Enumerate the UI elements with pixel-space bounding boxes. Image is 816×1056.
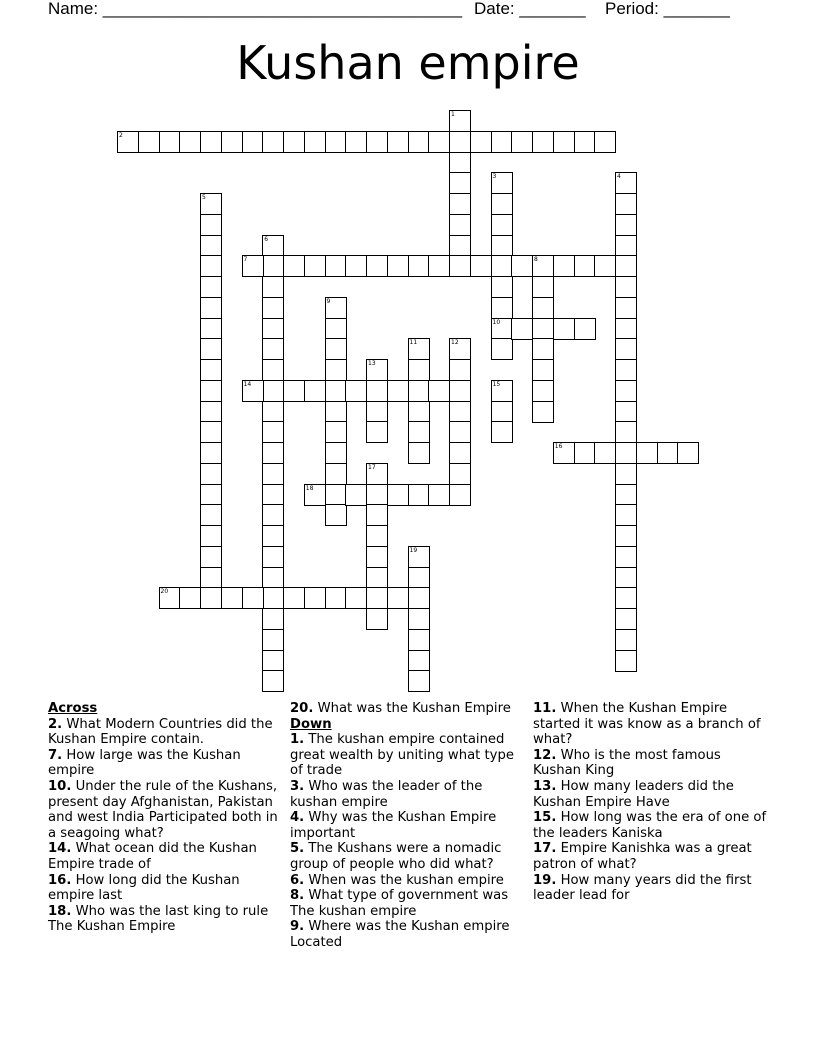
crossword-cell[interactable] <box>366 504 388 526</box>
clue-number: 10 <box>492 318 501 326</box>
clue-number: 9 <box>326 297 331 305</box>
crossword-cell[interactable] <box>262 670 284 692</box>
clue-num: 20. <box>290 701 314 716</box>
clue-item <box>290 701 524 717</box>
crossword-cell[interactable] <box>366 359 388 381</box>
clue-item <box>48 748 280 779</box>
crossword-cell[interactable] <box>304 587 326 609</box>
crossword-cell[interactable] <box>304 484 326 506</box>
clues-column-3 <box>533 701 769 904</box>
crossword-cell[interactable] <box>200 463 222 485</box>
crossword-cell[interactable] <box>200 421 222 443</box>
crossword-cell[interactable] <box>345 255 367 277</box>
crossword-cell[interactable] <box>200 567 222 589</box>
crossword-cell[interactable] <box>408 442 430 464</box>
crossword-cell[interactable] <box>325 587 347 609</box>
crossword-cell[interactable] <box>366 255 388 277</box>
crossword-cell[interactable] <box>262 567 284 589</box>
crossword-cell[interactable] <box>615 172 637 194</box>
crossword-cell[interactable] <box>242 131 264 153</box>
crossword-cell[interactable] <box>491 318 513 340</box>
clue-number: 8 <box>534 256 538 264</box>
crossword-cell[interactable] <box>262 276 284 298</box>
clue-num: 11. <box>533 701 557 716</box>
crossword-cell[interactable] <box>615 587 637 609</box>
crossword-cell[interactable] <box>594 131 616 153</box>
crossword-cell[interactable] <box>428 380 450 402</box>
crossword-cell[interactable] <box>283 255 305 277</box>
crossword-cell[interactable] <box>200 401 222 423</box>
clue-num: 1. <box>290 732 305 748</box>
clue-item <box>533 779 769 810</box>
crossword-cell[interactable] <box>491 255 513 277</box>
clue-item <box>48 779 280 841</box>
clue-num: 8. <box>290 888 305 904</box>
crossword-cell[interactable] <box>366 587 388 609</box>
crossword-cell[interactable] <box>387 131 409 153</box>
crossword-cell[interactable] <box>615 235 637 257</box>
crossword-cell[interactable] <box>449 401 471 423</box>
crossword-cell[interactable] <box>615 359 637 381</box>
crossword-cell[interactable] <box>449 463 471 485</box>
crossword-cell[interactable] <box>449 442 471 464</box>
crossword-cell[interactable] <box>200 546 222 568</box>
crossword-cell[interactable] <box>200 504 222 526</box>
crossword-cell[interactable] <box>615 297 637 319</box>
crossword-cell[interactable] <box>449 338 471 360</box>
across-heading: Across <box>48 701 98 716</box>
crossword-cell[interactable] <box>615 567 637 589</box>
crossword-cell[interactable] <box>408 587 430 609</box>
crossword-cell[interactable] <box>408 608 430 630</box>
crossword-cell[interactable] <box>200 131 222 153</box>
crossword-cell[interactable] <box>159 131 181 153</box>
crossword-cell[interactable] <box>325 421 347 443</box>
crossword-cell[interactable] <box>615 650 637 672</box>
crossword-cell[interactable] <box>200 255 222 277</box>
crossword-cell[interactable] <box>366 484 388 506</box>
clue-number: 17 <box>368 463 376 471</box>
crossword-cell[interactable] <box>262 608 284 630</box>
crossword-cell[interactable] <box>615 214 637 236</box>
clue-num: 7. <box>48 747 63 763</box>
clue-text: When the Kushan Empire started it was know as a branch of what? <box>533 701 761 748</box>
clue-text: Who was the leader of the kushan empire <box>290 778 483 810</box>
clue-number: 14 <box>243 380 252 388</box>
crossword-cell[interactable] <box>325 484 347 506</box>
crossword-cell[interactable] <box>449 172 471 194</box>
crossword-cell[interactable] <box>491 297 513 319</box>
clue-number: 4 <box>617 173 621 181</box>
crossword-cell[interactable] <box>615 608 637 630</box>
crossword-cell[interactable] <box>200 380 222 402</box>
clue-text: Who was the last king to rule The Kushan Empire <box>48 903 269 935</box>
clue-num: 18. <box>48 903 72 919</box>
crossword-cell[interactable] <box>138 131 160 153</box>
clue-text: Why was the Kushan Empire important <box>290 810 497 841</box>
crossword-cell[interactable] <box>242 587 264 609</box>
clue-num: 2. <box>48 716 63 732</box>
crossword-cell[interactable] <box>615 380 637 402</box>
clue-item <box>290 873 524 889</box>
clue-text: Where was the Kushan empire Located <box>290 919 510 950</box>
crossword-cell[interactable] <box>366 525 388 547</box>
clue-text: How large was the Kushan empire <box>48 747 241 779</box>
crossword-cell[interactable] <box>532 359 554 381</box>
crossword-cell[interactable] <box>325 359 347 381</box>
clue-num: 19. <box>533 872 557 888</box>
crossword-cell[interactable] <box>408 359 430 381</box>
clue-num: 12. <box>533 747 557 763</box>
crossword-cell[interactable] <box>345 380 367 402</box>
crossword-cell[interactable] <box>262 546 284 568</box>
crossword-cell[interactable] <box>491 131 513 153</box>
crossword-cell[interactable] <box>615 401 637 423</box>
crossword-cell[interactable] <box>262 650 284 672</box>
crossword-cell[interactable] <box>262 484 284 506</box>
crossword-cell[interactable] <box>615 525 637 547</box>
clue-text: When was the kushan empire <box>304 872 504 888</box>
crossword-cell[interactable] <box>532 131 554 153</box>
clue-item <box>48 717 280 748</box>
crossword-cell[interactable] <box>200 318 222 340</box>
clue-num: 6. <box>290 872 305 888</box>
clue-number: 19 <box>409 546 418 554</box>
crossword-cell[interactable] <box>262 421 284 443</box>
clue-item <box>48 873 280 904</box>
crossword-cell[interactable] <box>262 525 284 547</box>
clue-num: 5. <box>290 841 305 857</box>
crossword-cell[interactable] <box>408 338 430 360</box>
crossword-cell[interactable] <box>470 255 492 277</box>
crossword-cell[interactable] <box>325 131 347 153</box>
clue-item <box>533 810 769 841</box>
crossword-cell[interactable] <box>657 442 679 464</box>
crossword-cell[interactable] <box>470 131 492 153</box>
clue-number: 12 <box>451 339 459 347</box>
clues-column-1 <box>48 701 280 935</box>
crossword-cell[interactable] <box>200 235 222 257</box>
crossword-cell[interactable] <box>200 338 222 360</box>
clue-num: 14. <box>48 841 72 857</box>
clue-text: The kushan empire contained great wealth by uniting what type of trade <box>290 732 514 779</box>
crossword-cell[interactable] <box>200 359 222 381</box>
crossword-cell[interactable] <box>366 608 388 630</box>
crossword-cell[interactable] <box>200 484 222 506</box>
clue-text: Who is the most famous Kushan King <box>533 747 721 779</box>
crossword-cell[interactable] <box>428 255 450 277</box>
crossword-cell[interactable] <box>574 318 596 340</box>
name-field[interactable]: Name: ______________________________________ <box>48 0 463 18</box>
crossword-cell[interactable] <box>304 255 326 277</box>
date-field[interactable]: Date: _______ <box>474 0 586 18</box>
crossword-cell[interactable] <box>387 484 409 506</box>
crossword-cell[interactable] <box>615 629 637 651</box>
crossword-cell[interactable] <box>511 131 533 153</box>
crossword-cell[interactable] <box>615 318 637 340</box>
clue-text: What Modern Countries did the Kushan Empire contain. <box>48 716 273 748</box>
crossword-cell[interactable] <box>366 421 388 443</box>
clue-text: How long did the Kushan empire last <box>48 872 240 904</box>
crossword-cell[interactable] <box>449 214 471 236</box>
crossword-cell[interactable] <box>200 297 222 319</box>
crossword-cell[interactable] <box>325 463 347 485</box>
crossword-cell[interactable] <box>532 297 554 319</box>
crossword-cell[interactable] <box>408 380 430 402</box>
crossword-cell[interactable] <box>262 318 284 340</box>
crossword-cell[interactable] <box>408 546 430 568</box>
crossword-cell[interactable] <box>636 442 658 464</box>
crossword-cell[interactable] <box>532 401 554 423</box>
crossword-cell[interactable] <box>511 318 533 340</box>
crossword-cell[interactable] <box>615 484 637 506</box>
clue-item <box>48 841 280 872</box>
clue-number: 7 <box>243 256 248 264</box>
clue-text: How long was the era of one of the leaders Kaniska <box>533 810 767 841</box>
clue-number: 16 <box>554 443 563 450</box>
crossword-cell[interactable] <box>532 318 554 340</box>
crossword-cell[interactable] <box>262 401 284 423</box>
crossword-cell[interactable] <box>677 442 699 464</box>
crossword-cell[interactable] <box>615 338 637 360</box>
crossword-cell[interactable] <box>325 504 347 526</box>
crossword-cell[interactable] <box>366 463 388 485</box>
crossword-cell[interactable] <box>242 255 264 277</box>
crossword-cell[interactable] <box>615 421 637 443</box>
crossword-cell[interactable] <box>325 318 347 340</box>
crossword-cell[interactable] <box>325 255 347 277</box>
crossword-cell[interactable] <box>366 131 388 153</box>
crossword-cell[interactable] <box>159 587 181 609</box>
crossword-cell[interactable] <box>491 338 513 360</box>
clue-text: What type of government was The kushan empire <box>290 888 509 919</box>
crossword-cell[interactable] <box>179 587 201 609</box>
clue-number: 15 <box>492 380 501 388</box>
crossword-cell[interactable] <box>221 131 243 153</box>
crossword-cell[interactable] <box>117 131 139 153</box>
crossword-cell[interactable] <box>553 442 575 464</box>
crossword-cell[interactable] <box>408 650 430 672</box>
crossword-cell[interactable] <box>491 193 513 215</box>
crossword-cell[interactable] <box>325 380 347 402</box>
clue-number: 20 <box>160 588 169 596</box>
crossword-cell[interactable] <box>262 504 284 526</box>
crossword-cell[interactable] <box>491 421 513 443</box>
crossword-cell[interactable] <box>366 546 388 568</box>
crossword-cell[interactable] <box>594 442 616 464</box>
clue-item <box>290 888 524 919</box>
crossword-cell[interactable] <box>449 110 471 132</box>
clue-text: How many years did the first leader lead for <box>533 872 752 904</box>
crossword-cell[interactable] <box>449 255 471 277</box>
crossword-cell[interactable] <box>200 214 222 236</box>
crossword-cell[interactable] <box>428 484 450 506</box>
clue-num: 16. <box>48 872 72 888</box>
crossword-cell[interactable] <box>262 359 284 381</box>
crossword-cell[interactable] <box>262 442 284 464</box>
crossword-cell[interactable] <box>200 525 222 547</box>
crossword-cell[interactable] <box>574 255 596 277</box>
clue-item <box>533 841 769 872</box>
crossword-cell[interactable] <box>262 235 284 257</box>
crossword-cell[interactable] <box>408 567 430 589</box>
crossword-cell[interactable] <box>615 463 637 485</box>
crossword-cell[interactable] <box>532 380 554 402</box>
crossword-cell[interactable] <box>283 131 305 153</box>
clue-number: 6 <box>264 235 269 243</box>
crossword-cell[interactable] <box>553 318 575 340</box>
crossword-cell[interactable] <box>553 255 575 277</box>
crossword-cell[interactable] <box>511 255 533 277</box>
crossword-cell[interactable] <box>449 359 471 381</box>
clue-num: 17. <box>533 841 557 857</box>
crossword-cell[interactable] <box>532 338 554 360</box>
crossword-cell[interactable] <box>449 152 471 174</box>
crossword-cell[interactable] <box>262 255 284 277</box>
crossword-cell[interactable] <box>594 255 616 277</box>
clue-num: 3. <box>290 778 305 794</box>
crossword-cell[interactable] <box>283 380 305 402</box>
crossword-cell[interactable] <box>262 463 284 485</box>
crossword-cell[interactable] <box>615 255 637 277</box>
crossword-cell[interactable] <box>262 587 284 609</box>
clue-text: How many leaders did the Kushan Empire Have <box>533 778 734 810</box>
crossword-cell[interactable] <box>200 442 222 464</box>
crossword-cell[interactable] <box>366 567 388 589</box>
crossword-cell[interactable] <box>408 484 430 506</box>
crossword-cell[interactable] <box>345 131 367 153</box>
crossword-cell[interactable] <box>615 442 637 464</box>
clue-item <box>290 841 524 872</box>
clue-item <box>533 701 769 748</box>
crossword-cell[interactable] <box>262 338 284 360</box>
clue-number: 18 <box>305 484 314 492</box>
clue-num: 13. <box>533 778 557 794</box>
clue-num: 9. <box>290 919 305 935</box>
crossword-cell[interactable] <box>491 276 513 298</box>
crossword-cell[interactable] <box>615 546 637 568</box>
crossword-cell[interactable] <box>491 172 513 194</box>
crossword-cell[interactable] <box>408 131 430 153</box>
crossword-cell[interactable] <box>532 276 554 298</box>
clue-item <box>290 919 524 950</box>
crossword-cell[interactable] <box>553 131 575 153</box>
clues-column-2 <box>290 701 524 951</box>
clue-number: 13 <box>368 360 376 367</box>
clue-text: Under the rule of the Kushans, present day Afghanistan, Pakistan and west India Participated both in a seagoing what? <box>48 778 278 841</box>
crossword-cell[interactable] <box>200 193 222 215</box>
crossword-cell[interactable] <box>242 380 264 402</box>
clue-text: What was the Kushan Empire <box>313 701 511 716</box>
crossword-cell[interactable] <box>408 401 430 423</box>
crossword-cell[interactable] <box>325 401 347 423</box>
clue-number: 5 <box>202 194 206 201</box>
crossword-cell[interactable] <box>262 629 284 651</box>
crossword-cell[interactable] <box>532 255 554 277</box>
clue-num: 4. <box>290 810 305 826</box>
crossword-cell[interactable] <box>366 380 388 402</box>
crossword-cell[interactable] <box>387 587 409 609</box>
crossword-cell[interactable] <box>449 193 471 215</box>
clue-number: 11 <box>409 339 418 347</box>
clue-number: 2 <box>119 131 123 139</box>
crossword-cell[interactable] <box>408 255 430 277</box>
clue-number: 1 <box>451 111 455 118</box>
crossword-cell[interactable] <box>574 442 596 464</box>
clue-num: 10. <box>48 778 72 794</box>
clue-text: What ocean did the Kushan Empire trade of <box>48 841 257 872</box>
crossword-cell[interactable] <box>408 629 430 651</box>
crossword-cell[interactable] <box>615 276 637 298</box>
crossword-cell[interactable] <box>345 587 367 609</box>
crossword-cell[interactable] <box>200 276 222 298</box>
down-heading: Down <box>290 716 332 732</box>
crossword-cell[interactable] <box>615 193 637 215</box>
page-title: Kushan empire <box>236 36 580 90</box>
clue-item <box>290 779 524 810</box>
clue-item <box>48 904 280 935</box>
crossword-cell[interactable] <box>491 214 513 236</box>
clue-num: 15. <box>533 810 557 826</box>
crossword-cell[interactable] <box>387 380 409 402</box>
crossword-cell[interactable] <box>574 131 596 153</box>
crossword-cell[interactable] <box>304 131 326 153</box>
crossword-cell[interactable] <box>491 401 513 423</box>
crossword-cell[interactable] <box>262 297 284 319</box>
crossword-cell[interactable] <box>387 255 409 277</box>
crossword-cell[interactable] <box>428 131 450 153</box>
crossword-cell[interactable] <box>325 442 347 464</box>
clue-item <box>533 748 769 779</box>
crossword-cell[interactable] <box>262 131 284 153</box>
period-field[interactable]: Period: _______ <box>605 0 730 18</box>
crossword-cell[interactable] <box>491 235 513 257</box>
crossword-cell[interactable] <box>408 670 430 692</box>
crossword-cell[interactable] <box>408 421 430 443</box>
crossword-cell[interactable] <box>449 235 471 257</box>
crossword-cell[interactable] <box>449 421 471 443</box>
clue-item <box>290 810 524 841</box>
crossword-cell[interactable] <box>449 131 471 153</box>
crossword-cell[interactable] <box>615 504 637 526</box>
clue-text: The Kushans were a nomadic group of people who did what? <box>290 841 502 872</box>
clue-item <box>533 873 769 904</box>
clue-text: Empire Kanishka was a great patron of what? <box>533 841 752 872</box>
crossword-cell[interactable] <box>366 401 388 423</box>
crossword-cell[interactable] <box>200 587 222 609</box>
crossword-cell[interactable] <box>179 131 201 153</box>
crossword-cell[interactable] <box>221 587 243 609</box>
crossword-cell[interactable] <box>304 380 326 402</box>
clue-number: 3 <box>492 173 497 181</box>
clue-item <box>290 732 524 779</box>
crossword-cell[interactable] <box>345 484 367 506</box>
crossword-cell[interactable] <box>449 484 471 506</box>
crossword-cell[interactable] <box>491 380 513 402</box>
crossword-cell[interactable] <box>262 380 284 402</box>
crossword-cell[interactable] <box>325 338 347 360</box>
crossword-cell[interactable] <box>449 380 471 402</box>
crossword-cell[interactable] <box>283 587 305 609</box>
crossword-cell[interactable] <box>325 297 347 319</box>
